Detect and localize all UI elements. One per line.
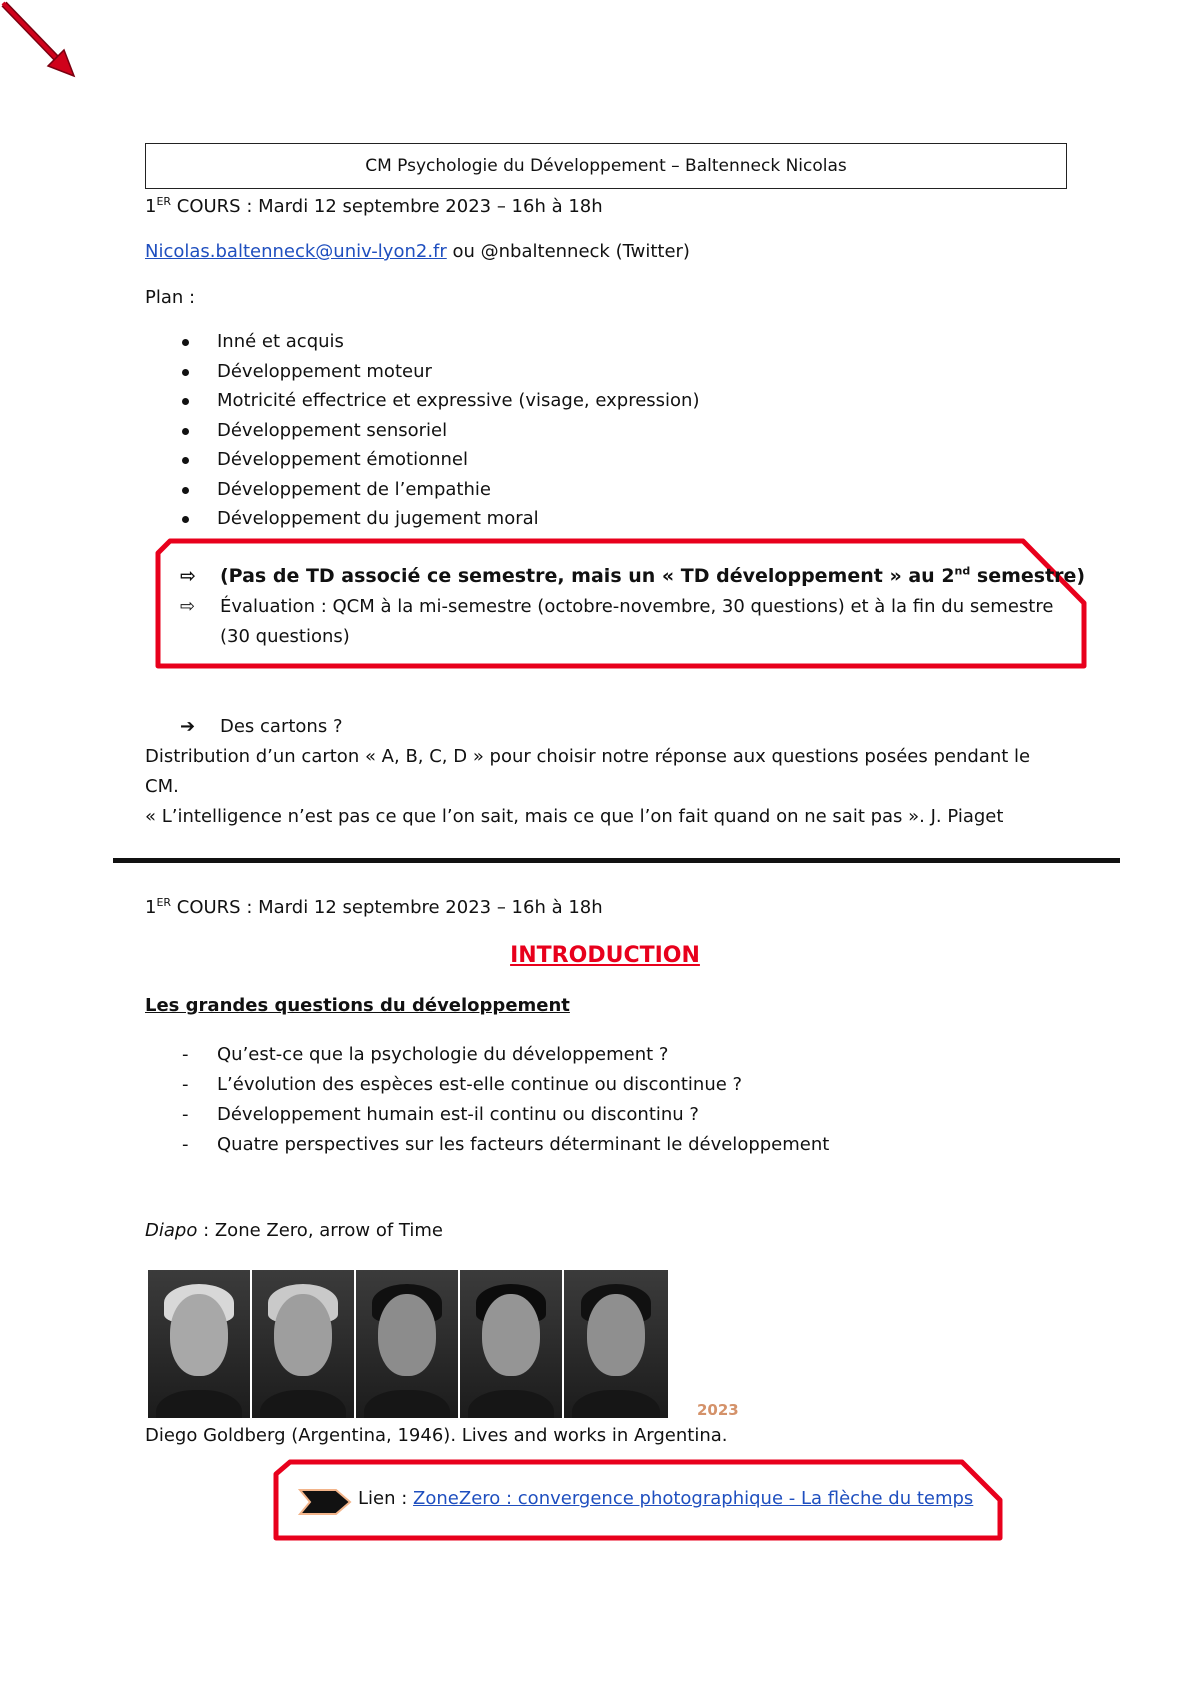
- photo-caption: Diego Goldberg (Argentina, 1946). Lives and works in Argentina.: [145, 1425, 728, 1446]
- plan-item: Inné et acquis: [145, 327, 945, 357]
- question-item: - Qu’est-ce que la psychologie du développement ?: [145, 1040, 945, 1070]
- piaget-quote: « L’intelligence n’est pas ce que l’on sait, mais ce que l’on fait quand on ne sait pas ». J. Piaget: [145, 806, 1004, 827]
- question-item: - Développement humain est-il continu ou discontinu ?: [145, 1100, 945, 1130]
- chevron-right-icon: [298, 1487, 354, 1517]
- email-link[interactable]: Nicolas.baltenneck@univ-lyon2.fr: [145, 241, 447, 262]
- diapo-line: Diapo : Zone Zero, arrow of Time: [145, 1220, 443, 1241]
- plan-item: Développement de l’empathie: [145, 475, 945, 505]
- callout-border: [0, 0, 1200, 700]
- document-title-text: CM Psychologie du Développement – Baltenneck Nicolas: [365, 156, 847, 176]
- portrait-strip: [148, 1270, 668, 1418]
- link-line: Lien : ZoneZero : convergence photographique - La flèche du temps: [358, 1488, 974, 1509]
- section-heading: Les grandes questions du développement: [145, 995, 570, 1016]
- plan-item: Motricité effectrice et expressive (visage, expression): [145, 386, 945, 416]
- right-arrow-icon: ⇨: [180, 565, 196, 587]
- question-item: - L’évolution des espèces est-elle continue ou discontinue ?: [145, 1070, 945, 1100]
- portrait-photo: [148, 1270, 250, 1418]
- right-arrow-outline-icon: ⇨: [180, 596, 196, 617]
- portrait-photo: [564, 1270, 668, 1418]
- evaluation-line: ⇨ Évaluation : QCM à la mi-semestre (octobre-novembre, 30 questions) et à la fin du semestre: [180, 596, 1054, 617]
- link-callout-border: [0, 1400, 1200, 1560]
- course-date-line: 1ER COURS : Mardi 12 septembre 2023 – 16h à 18h: [145, 195, 603, 217]
- course-date-line-2: 1ER COURS : Mardi 12 septembre 2023 – 16h à 18h: [145, 896, 603, 918]
- plan-item: Développement moteur: [145, 357, 945, 387]
- cartons-line-2: CM.: [145, 776, 179, 797]
- plan-item: Développement émotionnel: [145, 445, 945, 475]
- introduction-heading: INTRODUCTION: [510, 943, 700, 968]
- plan-item: Développement du jugement moral: [145, 504, 945, 534]
- portrait-photo: [356, 1270, 458, 1418]
- contact-line: Nicolas.baltenneck@univ-lyon2.fr ou @nbaltenneck (Twitter): [145, 241, 690, 262]
- portrait-photo: [460, 1270, 562, 1418]
- portrait-photo: [252, 1270, 354, 1418]
- arrow-right-icon: ➔: [180, 716, 196, 737]
- plan-label: Plan :: [145, 287, 196, 308]
- zonezero-link[interactable]: ZoneZero : convergence photographique - La flèche du temps: [413, 1488, 974, 1509]
- question-item: - Quatre perspectives sur les facteurs déterminant le développement: [145, 1130, 945, 1160]
- td-note: ⇨ (Pas de TD associé ce semestre, mais un « TD développement » au 2nd semestre): [180, 564, 1086, 587]
- photo-year: 2023: [697, 1401, 739, 1419]
- cartons-line-1: Distribution d’un carton « A, B, C, D » pour choisir notre réponse aux questions posées pendant le: [145, 746, 1031, 767]
- evaluation-line-2: (30 questions): [220, 626, 350, 647]
- plan-item: Développement sensoriel: [145, 416, 945, 446]
- section-divider: [113, 858, 1120, 863]
- questions-list: [145, 1040, 945, 1160]
- cartons-heading: ➔ Des cartons ?: [180, 716, 343, 737]
